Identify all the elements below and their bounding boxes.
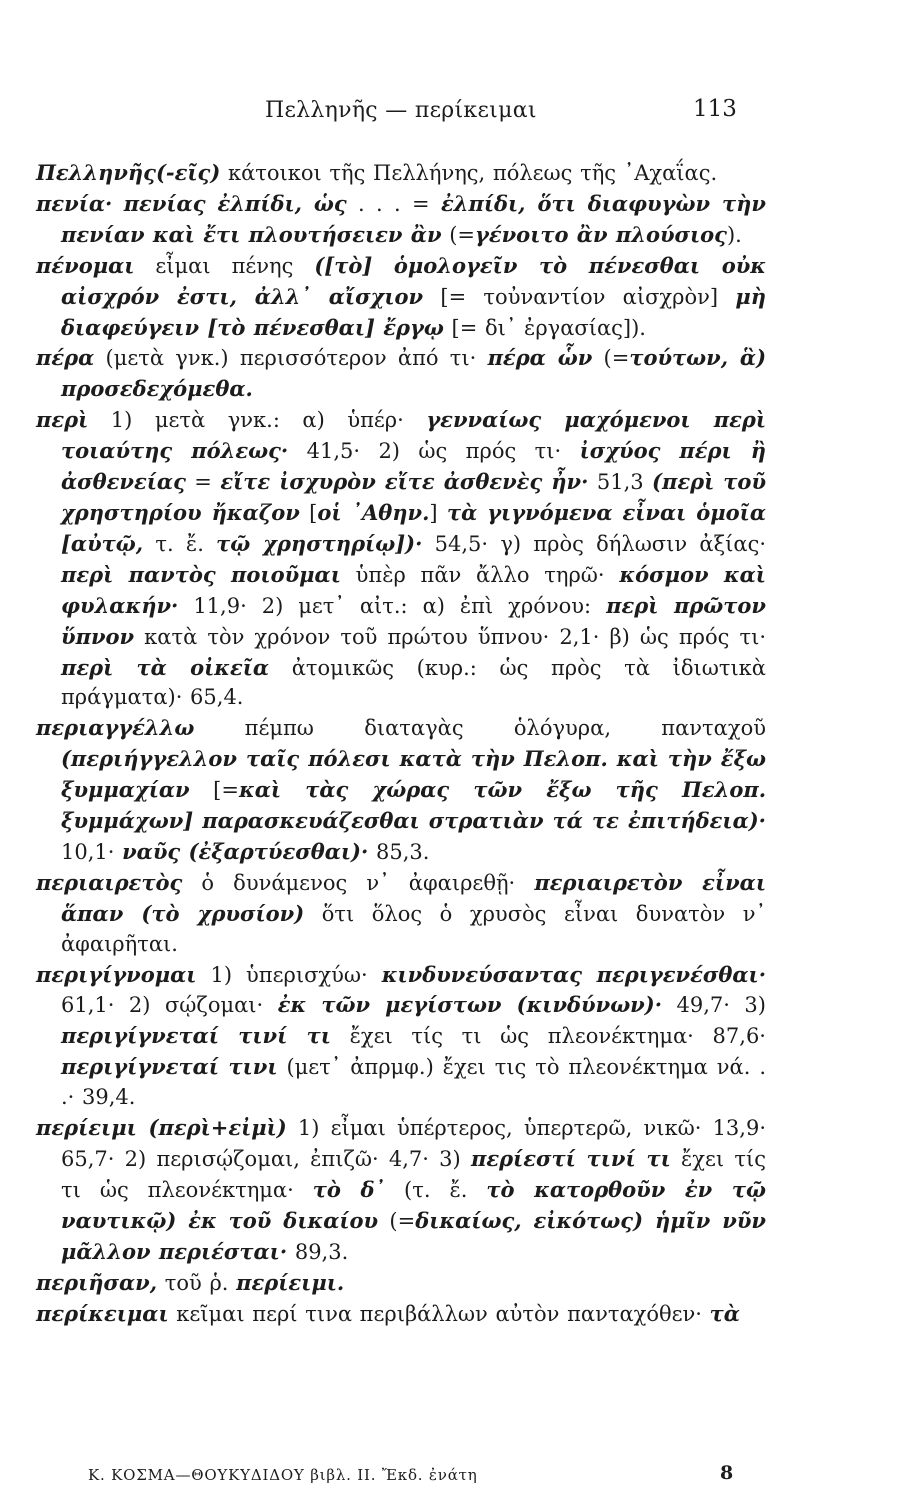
quoted-phrase: περιγίγνεταί τινί τι: [61, 1023, 331, 1049]
quoted-phrase: περιγίγνεταί τινι: [61, 1054, 278, 1080]
entry-penia: [36, 189, 766, 251]
gloss-text: 1) ὑπερισχύω·: [196, 962, 382, 987]
gloss-text: ὑπὲρ πᾶν ἄλλο τηρῶ·: [340, 562, 620, 587]
entry-lemma: περιγίγνομαι: [36, 961, 197, 987]
gloss-text: 1) εἶμαι ὑπέρτερος, ὑπερτερῶ, νικῶ· 13,9· 65,7· 2) περισῴζομαι, ἐπιζῶ· 4,7· 3): [61, 1116, 766, 1171]
quoted-phrase: ναῦς (ἐξαρτύεσθαι)·: [122, 838, 369, 864]
gloss-text: [112, 192, 123, 216]
gloss-text: [: [299, 500, 318, 525]
entry-lemma: περιαγγέλλω: [36, 715, 195, 741]
signature-mark: 8: [720, 1462, 734, 1484]
entry-lemma: πένομαι: [36, 252, 135, 278]
gloss-text: 49,7· 3): [662, 993, 766, 1018]
gloss-text: (τ. ἔ.: [385, 1177, 487, 1202]
gloss-text: πέμπω διαταγὰς ὁλόγυρα, πανταχοῦ: [194, 716, 766, 741]
entry-lemma: περίειμι (περὶ+εἰμὶ): [36, 1115, 287, 1141]
quoted-phrase: περὶ πρῶτον ὕπνον: [61, 592, 766, 649]
entry-lemma: περὶ: [36, 407, 89, 433]
entry-lemma: περιῆσαν,: [36, 1269, 158, 1295]
gloss-text: 61,1· 2) σῴζομαι·: [61, 993, 278, 1018]
entry-periesan: [36, 1268, 766, 1299]
gloss-text: (=: [378, 1208, 416, 1233]
quoted-phrase: μὴ διαφεύγειν [τὸ πένεσθαι] ἔργῳ: [61, 283, 766, 340]
gloss-text: κάτοικοι τῆς Πελλήνης, πόλεως τῆς ᾿Αχαΐας.: [220, 161, 718, 185]
dictionary-entries: [36, 158, 766, 1329]
page-footer: [0, 1462, 897, 1492]
gloss-text: ὅτι ὅλος ὁ χρυσὸς εἶναι δυνατὸν ν᾿ ἀφαιρῆται.: [61, 901, 766, 956]
quoted-phrase: κόσμον καὶ φυλακήν·: [61, 561, 766, 618]
gloss-text: 89,3.: [287, 1239, 349, 1264]
entry-lemma: περίκειμαι: [36, 1300, 169, 1326]
quoted-phrase: τὸ δ᾿: [312, 1176, 386, 1202]
gloss-text: [=: [189, 778, 239, 803]
quoted-phrase: περὶ τὰ οἰκεῖα: [61, 654, 270, 680]
quoted-phrase: καὶ τὰς χώρας τῶν ἔξω τῆς Πελοπ. ξυμμάχων] παρασκευάζεσθαι στρατιὰν τά τε ἐπιτήδεια)·: [61, 777, 767, 834]
gloss-text: εἶμαι πένης: [134, 253, 315, 278]
gloss-text: ]: [429, 500, 447, 525]
entry-body: [61, 254, 766, 340]
running-head: Πελληνῆς — περίκειμαι: [265, 98, 537, 123]
gloss-text: ἀτομικῶς (κυρ.: ὡς πρὸς τὰ ἰδιωτικὰ πράγματα)· 65,4.: [61, 655, 766, 710]
gloss-text: (μετὰ γνκ.) περισσότερον ἀπό τι·: [94, 346, 488, 371]
page-number: 113: [693, 96, 737, 122]
gloss-text: 1) μετὰ γνκ.: α) ὑπέρ·: [88, 408, 427, 433]
quoted-phrase: ἐλπίδι, ὅτι διαφυγὼν τὴν πενίαν καὶ ἔτι πλουτήσειεν ἂν: [61, 190, 766, 247]
gloss-text: κεῖμαι περί τινα περιβάλλων αὐτὸν πανταχόθεν·: [168, 1301, 710, 1326]
gloss-text: =: [185, 470, 221, 495]
gloss-text: τ. ἔ.: [143, 531, 217, 556]
quoted-phrase: πενίας ἐλπίδι, ὡς: [123, 190, 347, 216]
entry-peri: [36, 405, 766, 713]
entry-body: [61, 346, 766, 401]
quoted-phrase: εἴτε ἰσχυρὸν εἴτε ἀσθενὲς ἦν·: [220, 469, 589, 495]
gloss-text: [= τοὐναντίον αἰσχρὸν]: [423, 284, 736, 309]
entry-periairetos: [36, 868, 766, 960]
quoted-phrase: (-εῖς): [155, 160, 221, 185]
quoted-phrase: ([τὸ] ὁμολογεῖν τὸ πένεσθαι οὐκ αἰσχρόν ἐστι, ἀλλ᾿ αἴσχιον: [61, 252, 767, 309]
gloss-text: (μετ᾿ ἀπρμφ.) ἔχει τις τὸ πλεονέκτημα νά. . .· 39,4.: [61, 1055, 766, 1110]
gloss-text: 10,1·: [61, 839, 123, 864]
gloss-text: ὁ δυνάμενος ν᾿ ἀφαιρεθῇ·: [182, 870, 535, 895]
gloss-text: [= δι᾿ ἐργασίας]).: [443, 315, 646, 340]
entry-body: [169, 1302, 740, 1326]
gloss-text: . . . =: [346, 191, 441, 216]
quoted-phrase: τὰ γιγνόμενα εἶναι ὁμοῖα [αὐτῷ,: [61, 499, 766, 556]
entry-penomai: [36, 251, 766, 344]
entry-lemma: περιαιρετὸς: [36, 869, 183, 895]
quoted-phrase: τὰ: [709, 1300, 740, 1326]
quoted-phrase: περιαιρετὸν εἶναι ἅπαν (τὸ χρυσίον): [61, 869, 766, 926]
quoted-phrase: δικαίως, εἰκότως) ἡμῖν νῦν μᾶλλον περιέσται·: [61, 1207, 766, 1264]
quoted-phrase: κινδυνεύσαντας περιγενέσθαι·: [381, 961, 766, 987]
quoted-phrase: περίειμι.: [236, 1269, 345, 1295]
quoted-phrase: περίεστί τινί τι: [470, 1146, 671, 1171]
quoted-phrase: ἐκ τῶν μεγίστων (κινδύνων)·: [277, 992, 663, 1018]
gloss-text: 11,9· 2) μετ᾿ αἰτ.: α) ἐπὶ χρόνου:: [178, 593, 607, 618]
gloss-text: τοῦ ῥ.: [157, 1270, 237, 1295]
entry-perieimi: [36, 1113, 766, 1268]
quoted-phrase: (περὶ τοῦ χρηστηρίου ἤκαζον: [61, 469, 767, 525]
entry-body: [61, 408, 766, 709]
entry-lemma: πενία·: [36, 190, 113, 216]
gloss-text: 41,5· 2) ὡς πρός τι·: [288, 439, 580, 464]
entry-lemma: Πελληνῆς: [36, 160, 156, 185]
gloss-text: 51,3: [588, 470, 653, 495]
page-header: [0, 96, 897, 136]
quoted-phrase: τούτων, ἃ) προσεδεχόμεθα.: [61, 345, 767, 402]
gloss-text: (=: [441, 222, 475, 247]
entry-lemma: πέρα: [36, 345, 95, 371]
gloss-text: ἔχει τίς τι ὡς πλεονέκτημα· 87,6·: [330, 1024, 766, 1049]
entry-perikeimai: [36, 1299, 766, 1330]
gloss-text: 54,5· γ) πρὸς δήλωσιν ἀξίας·: [422, 531, 767, 556]
entry-pellenes: [36, 158, 766, 189]
quoted-phrase: τὸ κατορθοῦν ἐν τῷ ναυτικῷ) ἐκ τοῦ δικαίου: [61, 1176, 766, 1233]
quoted-phrase: γενναίως μαχόμενοι περὶ τοιαύτης πόλεως·: [61, 407, 766, 464]
quoted-phrase: πέρα ὧν: [487, 345, 593, 371]
gloss-text: ).: [726, 222, 742, 247]
gloss-text: ἔχει τίς τι ὡς πλεονέκτημα·: [61, 1147, 766, 1202]
entry-pera: [36, 343, 766, 405]
quoted-phrase: (περιήγγελλον ταῖς πόλεσι κατὰ τὴν Πελοπ. καὶ τὴν ἔξω ξυμμαχίαν: [61, 746, 766, 803]
entry-periangello: [36, 713, 766, 868]
gloss-text: κατὰ τὸν χρόνον τοῦ πρώτου ὕπνου· 2,1· β) ὡς πρός τι·: [134, 624, 766, 649]
quoted-phrase: οἱ ᾿Αθην.: [317, 499, 430, 525]
gloss-text: 85,3.: [368, 839, 430, 864]
quoted-phrase: τῷ χρηστηρίῳ])·: [216, 530, 423, 556]
entry-body: [157, 1271, 344, 1295]
quoted-phrase: περὶ παντὸς ποιοῦμαι: [61, 561, 341, 587]
entry-body: [61, 192, 766, 247]
entry-body: [156, 161, 717, 185]
quoted-phrase: γένοιτο ἂν πλούσιος: [474, 221, 727, 247]
quoted-phrase: ἰσχύος πέρι ἢ ἀσθενείας: [61, 438, 766, 495]
gloss-text: (=: [592, 346, 630, 371]
entry-perigignomai: [36, 960, 766, 1114]
footer-imprint: Κ. ΚΟΣΜΑ—ΘΟΥΚΥΔΙΔΟΥ βιβλ. ΙΙ. Ἔκδ. ἐνάτη: [88, 1466, 478, 1484]
